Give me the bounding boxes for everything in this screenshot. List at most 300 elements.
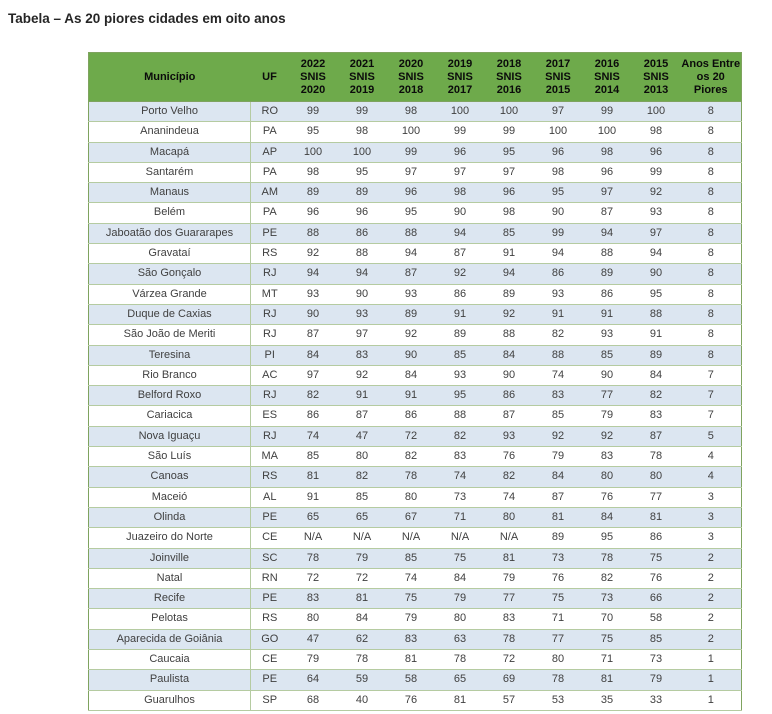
cell-snis-2016: 99: [583, 102, 632, 122]
cell-anos-entre: 1: [681, 670, 742, 690]
cell-snis-2022: 91: [289, 487, 338, 507]
cell-snis-2019: 98: [436, 183, 485, 203]
cell-snis-2019: 97: [436, 162, 485, 182]
cell-snis-2016: 100: [583, 122, 632, 142]
worst-cities-table: [88, 52, 742, 711]
cell-snis-2022: 74: [289, 426, 338, 446]
cell-snis-2019: 87: [436, 244, 485, 264]
cell-snis-2018: 95: [485, 142, 534, 162]
cell-snis-2016: 87: [583, 203, 632, 223]
table-body: [89, 102, 742, 711]
cell-snis-2015: 94: [632, 244, 681, 264]
cell-snis-2016: 78: [583, 548, 632, 568]
cell-snis-2018: 98: [485, 203, 534, 223]
cell-snis-2016: 77: [583, 386, 632, 406]
cell-uf: MA: [251, 447, 289, 467]
cell-snis-2018: 86: [485, 386, 534, 406]
cell-uf: PE: [251, 589, 289, 609]
cell-anos-entre: 8: [681, 183, 742, 203]
cell-snis-2021: 99: [338, 102, 387, 122]
cell-snis-2018: 78: [485, 629, 534, 649]
cell-snis-2020: 99: [387, 142, 436, 162]
cell-snis-2019: 95: [436, 386, 485, 406]
cell-municipio: Ananindeua: [89, 122, 251, 142]
cell-snis-2020: 88: [387, 223, 436, 243]
cell-snis-2018: 93: [485, 426, 534, 446]
cell-snis-2021: 91: [338, 386, 387, 406]
cell-anos-entre: 2: [681, 589, 742, 609]
cell-snis-2022: 68: [289, 690, 338, 710]
cell-uf: AC: [251, 365, 289, 385]
cell-uf: RJ: [251, 325, 289, 345]
cell-snis-2017: 88: [534, 345, 583, 365]
cell-anos-entre: 7: [681, 406, 742, 426]
cell-snis-2022: 80: [289, 609, 338, 629]
cell-snis-2021: 65: [338, 507, 387, 527]
cell-snis-2019: N/A: [436, 528, 485, 548]
cell-snis-2019: 75: [436, 548, 485, 568]
cell-snis-2017: 91: [534, 304, 583, 324]
cell-snis-2015: 89: [632, 345, 681, 365]
cell-snis-2019: 96: [436, 142, 485, 162]
cell-snis-2015: 58: [632, 609, 681, 629]
cell-snis-2019: 79: [436, 589, 485, 609]
cell-snis-2022: 95: [289, 122, 338, 142]
cell-snis-2017: 94: [534, 244, 583, 264]
cell-snis-2020: 72: [387, 426, 436, 446]
cell-snis-2018: 90: [485, 365, 534, 385]
cell-municipio: Belford Roxo: [89, 386, 251, 406]
table-row: [89, 568, 742, 588]
cell-uf: ES: [251, 406, 289, 426]
cell-snis-2017: 78: [534, 670, 583, 690]
cell-anos-entre: 3: [681, 528, 742, 548]
cell-uf: RJ: [251, 264, 289, 284]
cell-snis-2021: 62: [338, 629, 387, 649]
cell-anos-entre: 2: [681, 568, 742, 588]
cell-uf: PE: [251, 223, 289, 243]
table-header: [89, 53, 742, 102]
cell-snis-2017: 74: [534, 365, 583, 385]
cell-snis-2019: 65: [436, 670, 485, 690]
table-row: [89, 447, 742, 467]
column-header-snis-2022: 2022 SNIS 2020: [289, 53, 338, 102]
table-row: [89, 426, 742, 446]
cell-municipio: Recife: [89, 589, 251, 609]
cell-snis-2018: 83: [485, 609, 534, 629]
cell-anos-entre: 3: [681, 487, 742, 507]
cell-snis-2018: 69: [485, 670, 534, 690]
cell-snis-2021: 98: [338, 122, 387, 142]
table-row: [89, 650, 742, 670]
cell-anos-entre: 2: [681, 609, 742, 629]
cell-snis-2020: 82: [387, 447, 436, 467]
cell-snis-2016: 96: [583, 162, 632, 182]
cell-anos-entre: 1: [681, 650, 742, 670]
cell-snis-2018: 79: [485, 568, 534, 588]
cell-municipio: Caucaia: [89, 650, 251, 670]
cell-snis-2015: 98: [632, 122, 681, 142]
cell-snis-2019: 92: [436, 264, 485, 284]
column-header-anos-entre: Anos Entre os 20 Piores: [681, 53, 742, 102]
cell-anos-entre: 8: [681, 122, 742, 142]
cell-snis-2016: 86: [583, 284, 632, 304]
cell-uf: SC: [251, 548, 289, 568]
cell-snis-2017: 71: [534, 609, 583, 629]
cell-snis-2019: 90: [436, 203, 485, 223]
cell-snis-2017: 73: [534, 548, 583, 568]
cell-snis-2021: 94: [338, 264, 387, 284]
cell-snis-2017: 89: [534, 528, 583, 548]
column-header-snis-2020: 2020 SNIS 2018: [387, 53, 436, 102]
cell-snis-2020: 75: [387, 589, 436, 609]
cell-municipio: Olinda: [89, 507, 251, 527]
cell-snis-2021: 83: [338, 345, 387, 365]
cell-snis-2020: 78: [387, 467, 436, 487]
cell-municipio: Várzea Grande: [89, 284, 251, 304]
cell-snis-2018: 99: [485, 122, 534, 142]
cell-snis-2020: 87: [387, 264, 436, 284]
cell-snis-2016: 35: [583, 690, 632, 710]
cell-snis-2022: 83: [289, 589, 338, 609]
cell-uf: RS: [251, 244, 289, 264]
cell-snis-2018: 82: [485, 467, 534, 487]
cell-snis-2017: 82: [534, 325, 583, 345]
cell-municipio: São Luís: [89, 447, 251, 467]
cell-snis-2020: 91: [387, 386, 436, 406]
cell-snis-2019: 83: [436, 447, 485, 467]
cell-municipio: São João de Meriti: [89, 325, 251, 345]
cell-anos-entre: 2: [681, 548, 742, 568]
cell-snis-2022: 90: [289, 304, 338, 324]
cell-snis-2020: 74: [387, 568, 436, 588]
cell-snis-2022: 82: [289, 386, 338, 406]
cell-snis-2020: 96: [387, 183, 436, 203]
column-header-snis-2018: 2018 SNIS 2016: [485, 53, 534, 102]
cell-snis-2015: 84: [632, 365, 681, 385]
cell-snis-2017: 93: [534, 284, 583, 304]
cell-uf: RO: [251, 102, 289, 122]
cell-anos-entre: 8: [681, 102, 742, 122]
table-row: [89, 284, 742, 304]
cell-uf: AL: [251, 487, 289, 507]
cell-snis-2022: 94: [289, 264, 338, 284]
cell-anos-entre: 8: [681, 325, 742, 345]
cell-snis-2017: 79: [534, 447, 583, 467]
cell-anos-entre: 4: [681, 467, 742, 487]
cell-snis-2015: 82: [632, 386, 681, 406]
cell-snis-2015: 86: [632, 528, 681, 548]
cell-snis-2017: 99: [534, 223, 583, 243]
cell-snis-2018: 92: [485, 304, 534, 324]
cell-snis-2016: 81: [583, 670, 632, 690]
cell-snis-2022: 79: [289, 650, 338, 670]
cell-snis-2019: 81: [436, 690, 485, 710]
cell-snis-2016: 92: [583, 426, 632, 446]
cell-snis-2018: 77: [485, 589, 534, 609]
cell-snis-2015: 85: [632, 629, 681, 649]
cell-snis-2015: 92: [632, 183, 681, 203]
cell-snis-2020: 83: [387, 629, 436, 649]
cell-snis-2021: 81: [338, 589, 387, 609]
cell-anos-entre: 3: [681, 507, 742, 527]
cell-municipio: Teresina: [89, 345, 251, 365]
cell-snis-2019: 93: [436, 365, 485, 385]
cell-snis-2022: N/A: [289, 528, 338, 548]
cell-snis-2017: 85: [534, 406, 583, 426]
table-row: [89, 162, 742, 182]
cell-snis-2017: 87: [534, 487, 583, 507]
cell-snis-2021: 47: [338, 426, 387, 446]
cell-snis-2017: 53: [534, 690, 583, 710]
cell-snis-2022: 93: [289, 284, 338, 304]
cell-anos-entre: 7: [681, 386, 742, 406]
cell-snis-2019: 99: [436, 122, 485, 142]
cell-snis-2021: 78: [338, 650, 387, 670]
cell-snis-2016: 80: [583, 467, 632, 487]
cell-snis-2015: 77: [632, 487, 681, 507]
cell-snis-2020: 79: [387, 609, 436, 629]
cell-municipio: Gravataí: [89, 244, 251, 264]
cell-municipio: Guarulhos: [89, 690, 251, 710]
cell-snis-2019: 100: [436, 102, 485, 122]
cell-municipio: Natal: [89, 568, 251, 588]
cell-snis-2018: 87: [485, 406, 534, 426]
cell-snis-2015: 99: [632, 162, 681, 182]
cell-snis-2015: 95: [632, 284, 681, 304]
cell-snis-2018: 88: [485, 325, 534, 345]
cell-snis-2022: 92: [289, 244, 338, 264]
cell-snis-2021: 84: [338, 609, 387, 629]
cell-snis-2017: 81: [534, 507, 583, 527]
cell-snis-2022: 89: [289, 183, 338, 203]
column-header-snis-2019: 2019 SNIS 2017: [436, 53, 485, 102]
cell-uf: CE: [251, 528, 289, 548]
table-row: [89, 629, 742, 649]
cell-snis-2019: 94: [436, 223, 485, 243]
cell-municipio: Aparecida de Goiânia: [89, 629, 251, 649]
cell-municipio: Nova Iguaçu: [89, 426, 251, 446]
cell-anos-entre: 8: [681, 284, 742, 304]
cell-snis-2022: 88: [289, 223, 338, 243]
cell-snis-2018: 74: [485, 487, 534, 507]
cell-snis-2018: N/A: [485, 528, 534, 548]
column-header-snis-2021: 2021 SNIS 2019: [338, 53, 387, 102]
cell-municipio: Pelotas: [89, 609, 251, 629]
cell-anos-entre: 8: [681, 244, 742, 264]
cell-snis-2016: 84: [583, 507, 632, 527]
cell-anos-entre: 5: [681, 426, 742, 446]
cell-municipio: Duque de Caxias: [89, 304, 251, 324]
cell-snis-2017: 80: [534, 650, 583, 670]
table-row: [89, 690, 742, 710]
cell-snis-2022: 72: [289, 568, 338, 588]
cell-municipio: Paulista: [89, 670, 251, 690]
cell-snis-2015: 88: [632, 304, 681, 324]
cell-snis-2016: 90: [583, 365, 632, 385]
cell-snis-2015: 75: [632, 548, 681, 568]
cell-uf: PE: [251, 670, 289, 690]
cell-snis-2022: 96: [289, 203, 338, 223]
cell-snis-2015: 97: [632, 223, 681, 243]
cell-snis-2022: 78: [289, 548, 338, 568]
cell-snis-2015: 90: [632, 264, 681, 284]
cell-snis-2020: 84: [387, 365, 436, 385]
cell-snis-2017: 76: [534, 568, 583, 588]
cell-snis-2021: 59: [338, 670, 387, 690]
cell-snis-2020: 67: [387, 507, 436, 527]
table-row: [89, 122, 742, 142]
cell-uf: SP: [251, 690, 289, 710]
cell-snis-2022: 97: [289, 365, 338, 385]
cell-snis-2021: 86: [338, 223, 387, 243]
cell-snis-2021: 97: [338, 325, 387, 345]
cell-municipio: Joinville: [89, 548, 251, 568]
cell-uf: RJ: [251, 304, 289, 324]
cell-snis-2022: 87: [289, 325, 338, 345]
cell-snis-2015: 83: [632, 406, 681, 426]
cell-snis-2016: 93: [583, 325, 632, 345]
cell-snis-2021: 88: [338, 244, 387, 264]
table-row: [89, 467, 742, 487]
cell-snis-2016: 98: [583, 142, 632, 162]
cell-snis-2019: 85: [436, 345, 485, 365]
cell-snis-2018: 91: [485, 244, 534, 264]
cell-municipio: Jaboatão dos Guararapes: [89, 223, 251, 243]
cell-snis-2015: 80: [632, 467, 681, 487]
cell-snis-2019: 86: [436, 284, 485, 304]
table-row: [89, 203, 742, 223]
cell-snis-2016: 79: [583, 406, 632, 426]
table-row: [89, 304, 742, 324]
cell-snis-2015: 73: [632, 650, 681, 670]
cell-anos-entre: 8: [681, 223, 742, 243]
table-row: [89, 609, 742, 629]
cell-snis-2020: 94: [387, 244, 436, 264]
cell-snis-2020: 80: [387, 487, 436, 507]
cell-snis-2019: 82: [436, 426, 485, 446]
cell-snis-2015: 76: [632, 568, 681, 588]
table-row: [89, 589, 742, 609]
table-row: [89, 507, 742, 527]
cell-anos-entre: 8: [681, 264, 742, 284]
cell-uf: RS: [251, 467, 289, 487]
cell-municipio: São Gonçalo: [89, 264, 251, 284]
cell-snis-2019: 89: [436, 325, 485, 345]
cell-snis-2020: 93: [387, 284, 436, 304]
cell-snis-2017: 75: [534, 589, 583, 609]
table-row: [89, 244, 742, 264]
cell-anos-entre: 8: [681, 345, 742, 365]
cell-snis-2020: 100: [387, 122, 436, 142]
cell-uf: PA: [251, 122, 289, 142]
column-header-uf: UF: [251, 53, 289, 102]
cell-snis-2016: 82: [583, 568, 632, 588]
cell-snis-2020: N/A: [387, 528, 436, 548]
cell-snis-2021: 80: [338, 447, 387, 467]
cell-snis-2019: 78: [436, 650, 485, 670]
cell-snis-2016: 70: [583, 609, 632, 629]
cell-municipio: Maceió: [89, 487, 251, 507]
cell-uf: GO: [251, 629, 289, 649]
cell-snis-2015: 78: [632, 447, 681, 467]
cell-snis-2022: 86: [289, 406, 338, 426]
cell-snis-2017: 96: [534, 142, 583, 162]
cell-snis-2017: 90: [534, 203, 583, 223]
cell-municipio: Canoas: [89, 467, 251, 487]
cell-snis-2019: 80: [436, 609, 485, 629]
cell-municipio: Manaus: [89, 183, 251, 203]
cell-uf: RJ: [251, 426, 289, 446]
cell-snis-2020: 95: [387, 203, 436, 223]
cell-snis-2019: 91: [436, 304, 485, 324]
cell-snis-2015: 100: [632, 102, 681, 122]
column-header-snis-2015: 2015 SNIS 2013: [632, 53, 681, 102]
cell-uf: RN: [251, 568, 289, 588]
column-header-municipio: Município: [89, 53, 251, 102]
cell-anos-entre: 2: [681, 629, 742, 649]
table-row: [89, 345, 742, 365]
cell-snis-2021: 92: [338, 365, 387, 385]
cell-anos-entre: 8: [681, 142, 742, 162]
table-row: [89, 223, 742, 243]
cell-snis-2017: 100: [534, 122, 583, 142]
cell-snis-2018: 80: [485, 507, 534, 527]
cell-snis-2021: 100: [338, 142, 387, 162]
cell-snis-2019: 88: [436, 406, 485, 426]
cell-municipio: Cariacica: [89, 406, 251, 426]
cell-snis-2021: 89: [338, 183, 387, 203]
cell-snis-2018: 57: [485, 690, 534, 710]
cell-snis-2019: 74: [436, 467, 485, 487]
cell-snis-2022: 99: [289, 102, 338, 122]
cell-snis-2022: 84: [289, 345, 338, 365]
cell-municipio: Macapá: [89, 142, 251, 162]
cell-snis-2021: 87: [338, 406, 387, 426]
cell-anos-entre: 8: [681, 304, 742, 324]
cell-snis-2018: 81: [485, 548, 534, 568]
cell-snis-2015: 79: [632, 670, 681, 690]
cell-municipio: Porto Velho: [89, 102, 251, 122]
cell-snis-2019: 73: [436, 487, 485, 507]
cell-snis-2022: 65: [289, 507, 338, 527]
column-header-snis-2017: 2017 SNIS 2015: [534, 53, 583, 102]
table-row: [89, 548, 742, 568]
column-header-snis-2016: 2016 SNIS 2014: [583, 53, 632, 102]
cell-snis-2019: 84: [436, 568, 485, 588]
cell-snis-2020: 58: [387, 670, 436, 690]
cell-snis-2019: 71: [436, 507, 485, 527]
cell-snis-2015: 81: [632, 507, 681, 527]
cell-snis-2020: 85: [387, 548, 436, 568]
cell-anos-entre: 8: [681, 203, 742, 223]
cell-anos-entre: 8: [681, 162, 742, 182]
cell-uf: PA: [251, 162, 289, 182]
cell-snis-2017: 92: [534, 426, 583, 446]
cell-snis-2018: 97: [485, 162, 534, 182]
cell-anos-entre: 1: [681, 690, 742, 710]
cell-uf: PE: [251, 507, 289, 527]
cell-snis-2018: 89: [485, 284, 534, 304]
cell-municipio: Santarém: [89, 162, 251, 182]
cell-snis-2018: 76: [485, 447, 534, 467]
cell-municipio: Juazeiro do Norte: [89, 528, 251, 548]
cell-snis-2020: 98: [387, 102, 436, 122]
cell-snis-2016: 94: [583, 223, 632, 243]
cell-snis-2015: 87: [632, 426, 681, 446]
cell-uf: MT: [251, 284, 289, 304]
cell-uf: PA: [251, 203, 289, 223]
